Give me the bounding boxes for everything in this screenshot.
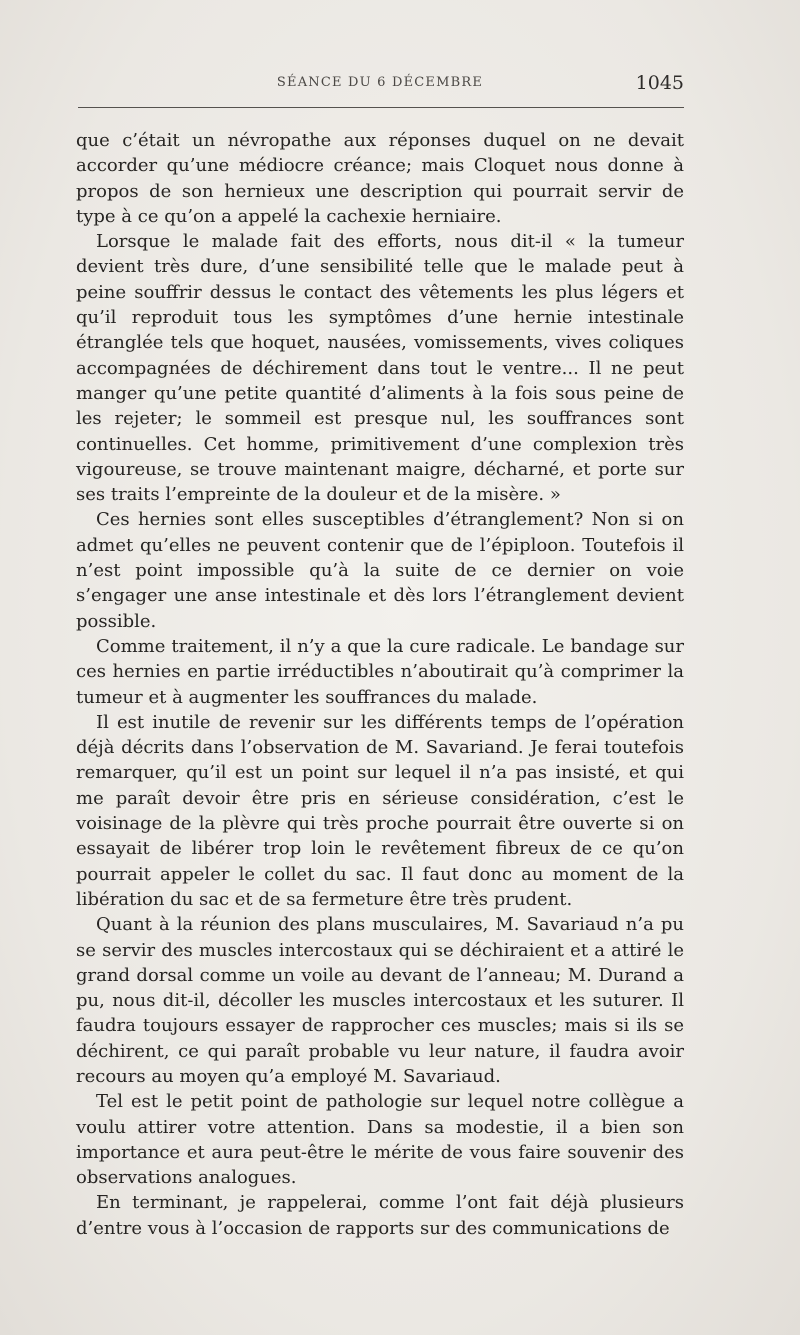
paragraph-conclusion: En terminant, je rappelerai, comme l’ont fait déjà plusieurs d’entre vous à l’occasion de rapports sur des communications de <box>76 1192 684 1239</box>
paragraph-continuation: que c’était un névropathe aux réponses duquel on ne devait accorder qu’une médiocre créance; mais Cloquet nous donne à propos de son hernieux une description qui pourrait servir de type à ce qu’on a appelé la cachexie herniaire. <box>76 130 684 227</box>
paragraph-pathologie: Tel est le petit point de pathologie sur lequel notre collègue a voulu attirer votre attention. Dans sa modestie, il a bien son importance et aura peut-être le mérite de vous faire souvenir des observations analogues. <box>76 1091 684 1189</box>
paragraph-plans-musculaires: Quant à la réunion des plans musculaires, M. Savariaud n’a pu se servir des muscles intercostaux qui se déchiraient et a attiré le grand dorsal comme un voile au devant de l’anneau; M. Durand a pu, nous dit-il, décoller les muscles intercostaux et les suturer. Il faudra toujours essayer de rapprocher ces muscles; mais si ils se déchirent, ce qui paraît probable vu leur nature, il faudra avoir recours au moyen qu’a employé M. Savariaud. <box>76 914 684 1087</box>
paragraph-operation: Il est inutile de revenir sur les différents temps de l’opération déjà décrits dans l’observation de M. Savariand. Je ferai toutefois remarquer, qu’il est un point sur lequel il n’a pas insisté, et qui me paraît devoir être pris en sérieuse considération, c’est le voisinage de la plèvre qui très proche pourrait être ouverte si on essayait de libérer trop loin le revêtement fibreux de ce qu’on pourrait appeler le collet du sac. Il faut donc au moment de la libération du sac et de sa fermeture être très prudent. <box>76 711 684 910</box>
page-header <box>76 72 684 98</box>
paragraph-cloquet-quote: Lorsque le malade fait des efforts, nous dit-il « la tumeur devient très dure, d’une sensibilité telle que le malade peut à peine souffrir dessus le contact des vêtements les plus légers et qu’il reproduit tous les symptômes d’une hernie intestinale étranglée tels que hoquet, nausées, vomissements, vives coliques accompagnées de déchirement dans tout le ventre... Il ne peut manger qu’une petite quantité d’aliments à la fois sous peine de les rejeter; le sommeil est presque nul, les souffrances sont continuelles. Cet homme, primitivement d’une complexion très vigoureuse, se trouve maintenant maigre, décharné, et porte sur ses traits l’empreinte de la douleur et de la misère. » <box>76 231 684 506</box>
body-text <box>76 128 684 1241</box>
paragraph-traitement: Comme traitement, il n’y a que la cure radicale. Le bandage sur ces hernies en partie irréductibles n’aboutirait qu’à comprimer la tumeur et à augmenter les souffrances du malade. <box>76 635 684 708</box>
running-head: SÉANCE DU 6 DÉCEMBRE <box>276 75 484 90</box>
page-number: 1045 <box>635 72 684 94</box>
header-rule <box>78 107 684 108</box>
paragraph-etranglement: Ces hernies sont elles susceptibles d’étranglement? Non si on admet qu’elles ne peuvent contenir que de l’épiploon. Toutefois il n’est point impossible qu’à la suite de ce dernier on voie s’engager une anse intestinale et dès lors l’étranglement devient possible. <box>76 509 684 632</box>
